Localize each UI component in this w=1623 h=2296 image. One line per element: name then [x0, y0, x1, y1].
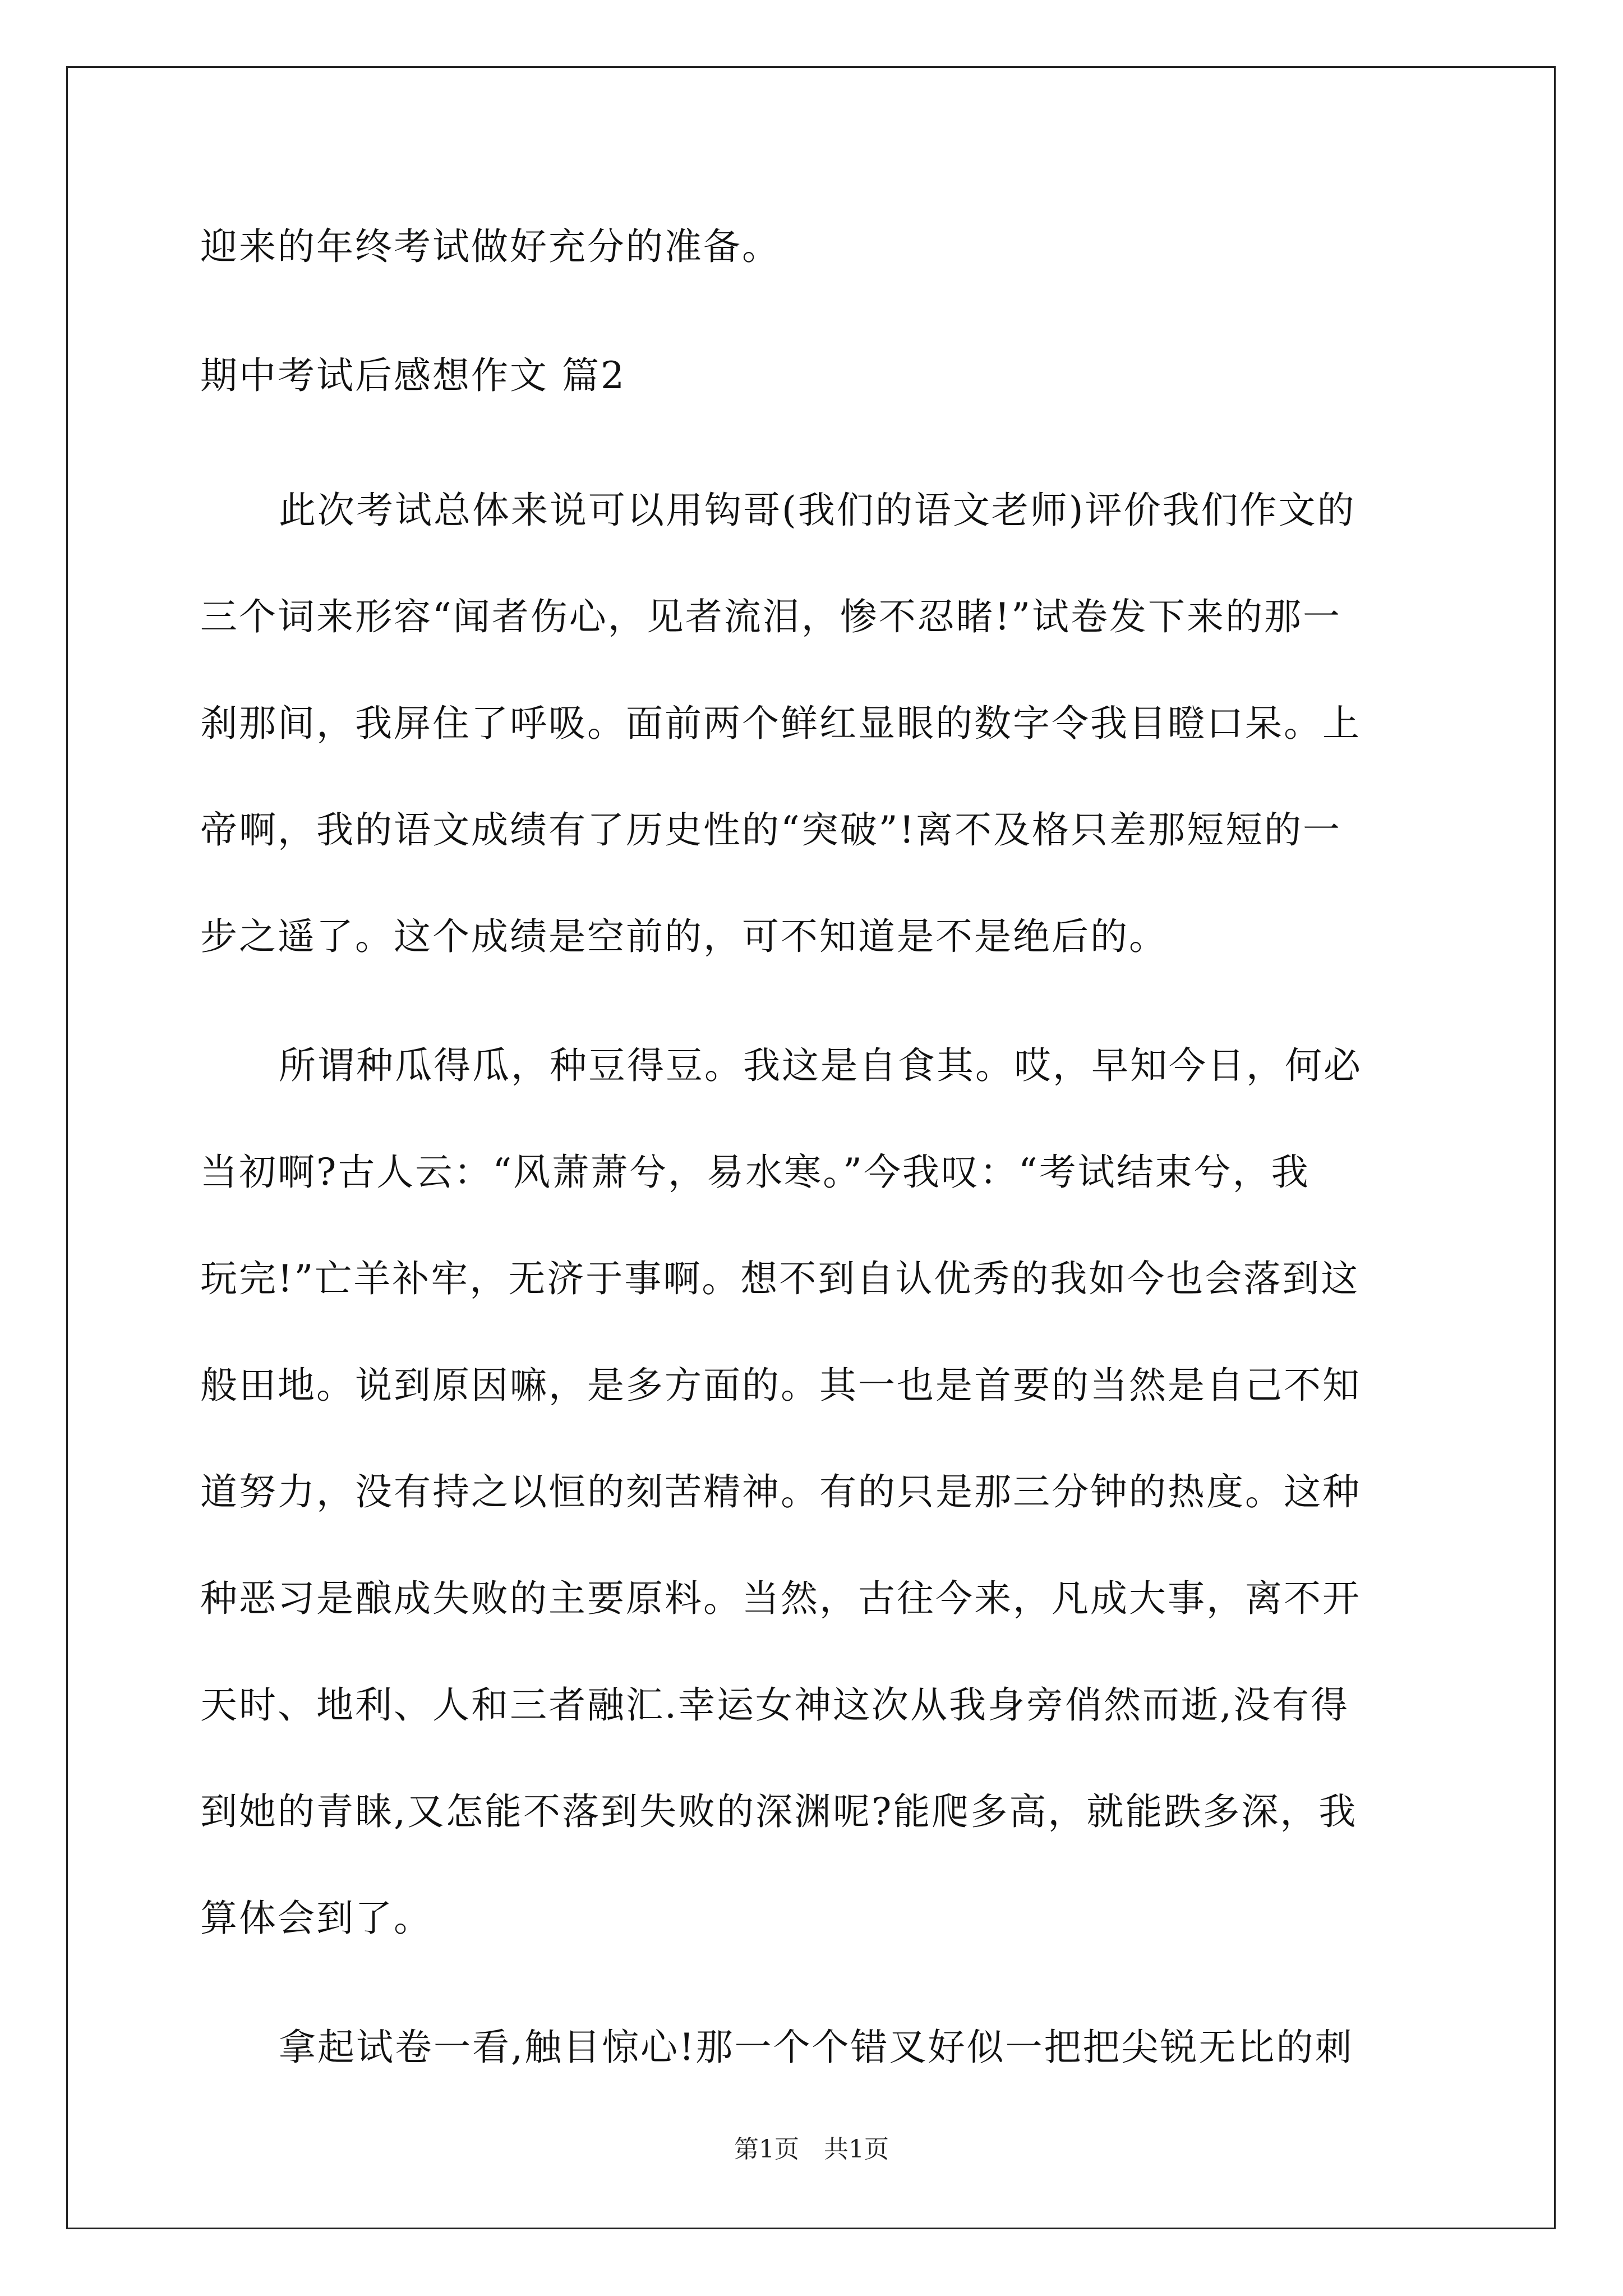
text-line: 拿起试卷一看,触目惊心!那一个个错叉好似一把把尖锐无比的刺 — [279, 2026, 1354, 2069]
text-line: 种恶习是酿成失败的主要原料。当然，古往今来，凡成大事，离不开 — [200, 1577, 1361, 1620]
text-line: 帝啊，我的语文成绩有了历史性的“突破”!离不及格只差那短短的一 — [200, 808, 1342, 852]
section-heading: 期中考试后感想作文 篇2 — [200, 354, 626, 397]
document-body — [200, 208, 1423, 2087]
text-line: 刹那间，我屏住了呼吸。面前两个鲜红显眼的数字令我目瞪口呆。上 — [200, 702, 1361, 745]
text-line: 天时、地利、人和三者融汇.幸运女神这次从我身旁俏然而逝,没有得 — [200, 1683, 1349, 1727]
paragraph-2 — [200, 1027, 1423, 1958]
page-number: 第1页 共1页 — [734, 2135, 889, 2164]
text-line: 步之遥了。这个成绩是空前的，可不知道是不是绝后的。 — [200, 915, 1168, 958]
paragraph-3 — [200, 2008, 1423, 2087]
paragraph-1 — [200, 471, 1423, 976]
text-line: 玩完!”亡羊补牢，无济于事啊。想不到自认优秀的我如今也会落到这 — [200, 1257, 1360, 1300]
text-line: 所谓种瓜得瓜，种豆得豆。我这是自食其。哎，早知今日，何必 — [279, 1044, 1362, 1087]
text-line: 迎来的年终考试做好充分的准备。 — [200, 225, 781, 268]
text-line: 三个词来形容“闻者伤心，见者流泪，惨不忍睹!”试卷发下来的那一 — [200, 595, 1342, 638]
text-line: 到她的青睐,又怎能不落到失败的深渊呢?能爬多高，就能跌多深，我 — [200, 1790, 1358, 1833]
text-line: 此次考试总体来说可以用钩哥(我们的语文老师)评价我们作文的 — [279, 489, 1356, 532]
text-line: 算体会到了。 — [200, 1897, 432, 1940]
text-line: 般田地。说到原因嘛，是多方面的。其一也是首要的当然是自己不知 — [200, 1364, 1361, 1407]
text-line: 道努力，没有持之以恒的刻苦精神。有的只是那三分钟的热度。这种 — [200, 1470, 1361, 1513]
text-line: 当初啊?古人云：“风萧萧兮，易水寒。”今我叹：“考试结束兮，我 — [200, 1151, 1310, 1194]
